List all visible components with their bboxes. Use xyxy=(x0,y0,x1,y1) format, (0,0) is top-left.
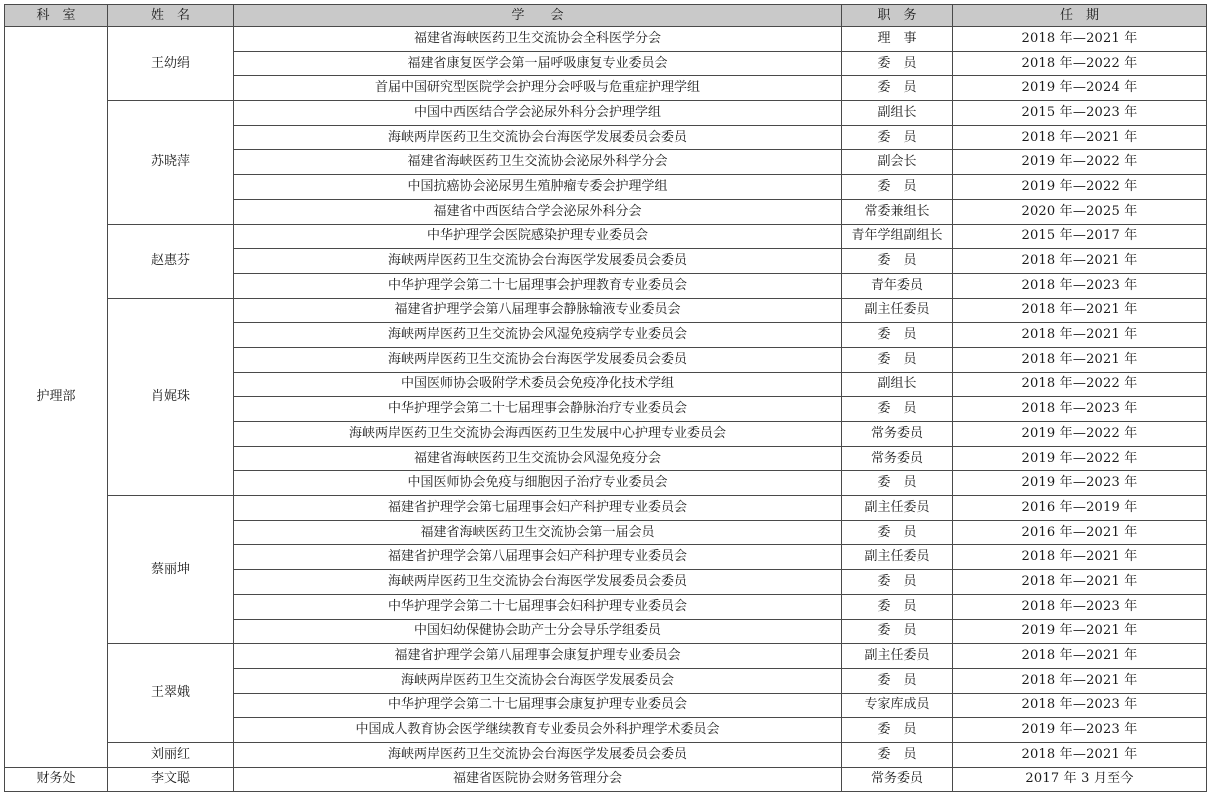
role-cell: 副主任委员 xyxy=(842,644,953,669)
society-cell: 海峡两岸医药卫生交流协会台海医学发展委员会委员 xyxy=(234,347,842,372)
society-cell: 海峡两岸医药卫生交流协会台海医学发展委员会委员 xyxy=(234,125,842,150)
society-cell: 中华护理学会第二十七届理事会康复护理专业委员会 xyxy=(234,693,842,718)
department-cell: 护理部 xyxy=(5,27,108,768)
person-name-cell: 肖娓珠 xyxy=(108,298,234,496)
role-cell: 委 员 xyxy=(842,619,953,644)
term-cell: 2016 年—2019 年 xyxy=(953,496,1207,521)
role-cell: 理 事 xyxy=(842,27,953,52)
role-cell: 常务委员 xyxy=(842,446,953,471)
header-term: 任 期 xyxy=(953,5,1207,27)
role-cell: 委 员 xyxy=(842,51,953,76)
role-cell: 委 员 xyxy=(842,742,953,767)
table-row xyxy=(5,767,1207,792)
society-cell: 福建省中西医结合学会泌尿外科分会 xyxy=(234,199,842,224)
term-cell: 2018 年—2021 年 xyxy=(953,668,1207,693)
society-cell: 中国医师协会免疫与细胞因子治疗专业委员会 xyxy=(234,471,842,496)
society-cell: 福建省护理学会第八届理事会静脉输液专业委员会 xyxy=(234,298,842,323)
role-cell: 专家库成员 xyxy=(842,693,953,718)
term-cell: 2018 年—2023 年 xyxy=(953,693,1207,718)
term-cell: 2019 年—2023 年 xyxy=(953,718,1207,743)
term-cell: 2019 年—2022 年 xyxy=(953,422,1207,447)
person-name-cell: 刘丽红 xyxy=(108,742,234,767)
person-name-cell: 蔡丽坤 xyxy=(108,496,234,644)
table-row xyxy=(5,742,1207,767)
society-membership-table xyxy=(4,4,1207,792)
society-cell: 福建省护理学会第八届理事会妇产科护理专业委员会 xyxy=(234,545,842,570)
society-cell: 福建省医院协会财务管理分会 xyxy=(234,767,842,792)
role-cell: 副主任委员 xyxy=(842,496,953,521)
society-cell: 福建省海峡医药卫生交流协会泌尿外科学分会 xyxy=(234,150,842,175)
society-cell: 福建省海峡医药卫生交流协会全科医学分会 xyxy=(234,27,842,52)
role-cell: 委 员 xyxy=(842,175,953,200)
role-cell: 常务委员 xyxy=(842,422,953,447)
table-row xyxy=(5,224,1207,249)
role-cell: 委 员 xyxy=(842,397,953,422)
term-cell: 2016 年—2021 年 xyxy=(953,520,1207,545)
society-cell: 中国妇幼保健协会助产士分会导乐学组委员 xyxy=(234,619,842,644)
term-cell: 2018 年—2021 年 xyxy=(953,323,1207,348)
society-cell: 海峡两岸医药卫生交流协会台海医学发展委员会 xyxy=(234,668,842,693)
term-cell: 2020 年—2025 年 xyxy=(953,199,1207,224)
table-row xyxy=(5,101,1207,126)
society-cell: 中国医师协会吸附学术委员会免疫净化技术学组 xyxy=(234,372,842,397)
role-cell: 副主任委员 xyxy=(842,545,953,570)
person-name-cell: 李文聪 xyxy=(108,767,234,792)
role-cell: 委 员 xyxy=(842,125,953,150)
society-cell: 中华护理学会第二十七届理事会妇科护理专业委员会 xyxy=(234,594,842,619)
role-cell: 委 员 xyxy=(842,594,953,619)
role-cell: 委 员 xyxy=(842,718,953,743)
term-cell: 2018 年—2021 年 xyxy=(953,298,1207,323)
person-name-cell: 王幼绢 xyxy=(108,27,234,101)
role-cell: 委 员 xyxy=(842,249,953,274)
term-cell: 2018 年—2023 年 xyxy=(953,273,1207,298)
term-cell: 2015 年—2017 年 xyxy=(953,224,1207,249)
society-cell: 福建省海峡医药卫生交流协会风湿免疫分会 xyxy=(234,446,842,471)
term-cell: 2019 年—2021 年 xyxy=(953,619,1207,644)
term-cell: 2018 年—2023 年 xyxy=(953,594,1207,619)
role-cell: 青年学组副组长 xyxy=(842,224,953,249)
header-row xyxy=(5,5,1207,27)
role-cell: 委 员 xyxy=(842,520,953,545)
header-role: 职 务 xyxy=(842,5,953,27)
header-name: 姓 名 xyxy=(108,5,234,27)
table-header xyxy=(5,5,1207,27)
society-cell: 中华护理学会医院感染护理专业委员会 xyxy=(234,224,842,249)
table-row xyxy=(5,298,1207,323)
term-cell: 2017 年 3 月至今 xyxy=(953,767,1207,792)
term-cell: 2015 年—2023 年 xyxy=(953,101,1207,126)
society-cell: 中国成人教育协会医学继续教育专业委员会外科护理学术委员会 xyxy=(234,718,842,743)
person-name-cell: 苏晓萍 xyxy=(108,101,234,224)
society-cell: 中国中西医结合学会泌尿外科分会护理学组 xyxy=(234,101,842,126)
society-cell: 海峡两岸医药卫生交流协会台海医学发展委员会委员 xyxy=(234,742,842,767)
role-cell: 委 员 xyxy=(842,76,953,101)
term-cell: 2018 年—2023 年 xyxy=(953,397,1207,422)
role-cell: 委 员 xyxy=(842,668,953,693)
role-cell: 副组长 xyxy=(842,101,953,126)
header-society: 学 会 xyxy=(234,5,842,27)
society-cell: 福建省康复医学会第一届呼吸康复专业委员会 xyxy=(234,51,842,76)
term-cell: 2019 年—2022 年 xyxy=(953,150,1207,175)
society-cell: 福建省护理学会第七届理事会妇产科护理专业委员会 xyxy=(234,496,842,521)
role-cell: 委 员 xyxy=(842,570,953,595)
table-row xyxy=(5,496,1207,521)
term-cell: 2018 年—2022 年 xyxy=(953,51,1207,76)
term-cell: 2019 年—2024 年 xyxy=(953,76,1207,101)
role-cell: 常委兼组长 xyxy=(842,199,953,224)
table-row xyxy=(5,27,1207,52)
society-cell: 海峡两岸医药卫生交流协会风湿免疫病学专业委员会 xyxy=(234,323,842,348)
society-cell: 中国抗癌协会泌尿男生殖肿瘤专委会护理学组 xyxy=(234,175,842,200)
society-cell: 首届中国研究型医院学会护理分会呼吸与危重症护理学组 xyxy=(234,76,842,101)
table-body xyxy=(5,27,1207,792)
society-cell: 中华护理学会第二十七届理事会护理教育专业委员会 xyxy=(234,273,842,298)
role-cell: 委 员 xyxy=(842,347,953,372)
society-cell: 海峡两岸医药卫生交流协会台海医学发展委员会委员 xyxy=(234,249,842,274)
term-cell: 2018 年—2022 年 xyxy=(953,372,1207,397)
term-cell: 2018 年—2021 年 xyxy=(953,125,1207,150)
department-cell: 财务处 xyxy=(5,767,108,792)
term-cell: 2019 年—2022 年 xyxy=(953,446,1207,471)
role-cell: 副组长 xyxy=(842,372,953,397)
society-cell: 海峡两岸医药卫生交流协会海西医药卫生发展中心护理专业委员会 xyxy=(234,422,842,447)
role-cell: 委 员 xyxy=(842,323,953,348)
person-name-cell: 王翠娥 xyxy=(108,644,234,743)
role-cell: 委 员 xyxy=(842,471,953,496)
society-cell: 福建省护理学会第八届理事会康复护理专业委员会 xyxy=(234,644,842,669)
term-cell: 2018 年—2021 年 xyxy=(953,742,1207,767)
term-cell: 2018 年—2021 年 xyxy=(953,347,1207,372)
role-cell: 青年委员 xyxy=(842,273,953,298)
society-cell: 中华护理学会第二十七届理事会静脉治疗专业委员会 xyxy=(234,397,842,422)
term-cell: 2018 年—2021 年 xyxy=(953,545,1207,570)
document-page xyxy=(4,4,1207,792)
role-cell: 副会长 xyxy=(842,150,953,175)
term-cell: 2019 年—2022 年 xyxy=(953,175,1207,200)
term-cell: 2018 年—2021 年 xyxy=(953,570,1207,595)
table-row xyxy=(5,644,1207,669)
person-name-cell: 赵惠芬 xyxy=(108,224,234,298)
term-cell: 2018 年—2021 年 xyxy=(953,27,1207,52)
term-cell: 2018 年—2021 年 xyxy=(953,249,1207,274)
header-dept: 科 室 xyxy=(5,5,108,27)
role-cell: 常务委员 xyxy=(842,767,953,792)
term-cell: 2019 年—2023 年 xyxy=(953,471,1207,496)
society-cell: 福建省海峡医药卫生交流协会第一届会员 xyxy=(234,520,842,545)
society-cell: 海峡两岸医药卫生交流协会台海医学发展委员会委员 xyxy=(234,570,842,595)
role-cell: 副主任委员 xyxy=(842,298,953,323)
term-cell: 2018 年—2021 年 xyxy=(953,644,1207,669)
